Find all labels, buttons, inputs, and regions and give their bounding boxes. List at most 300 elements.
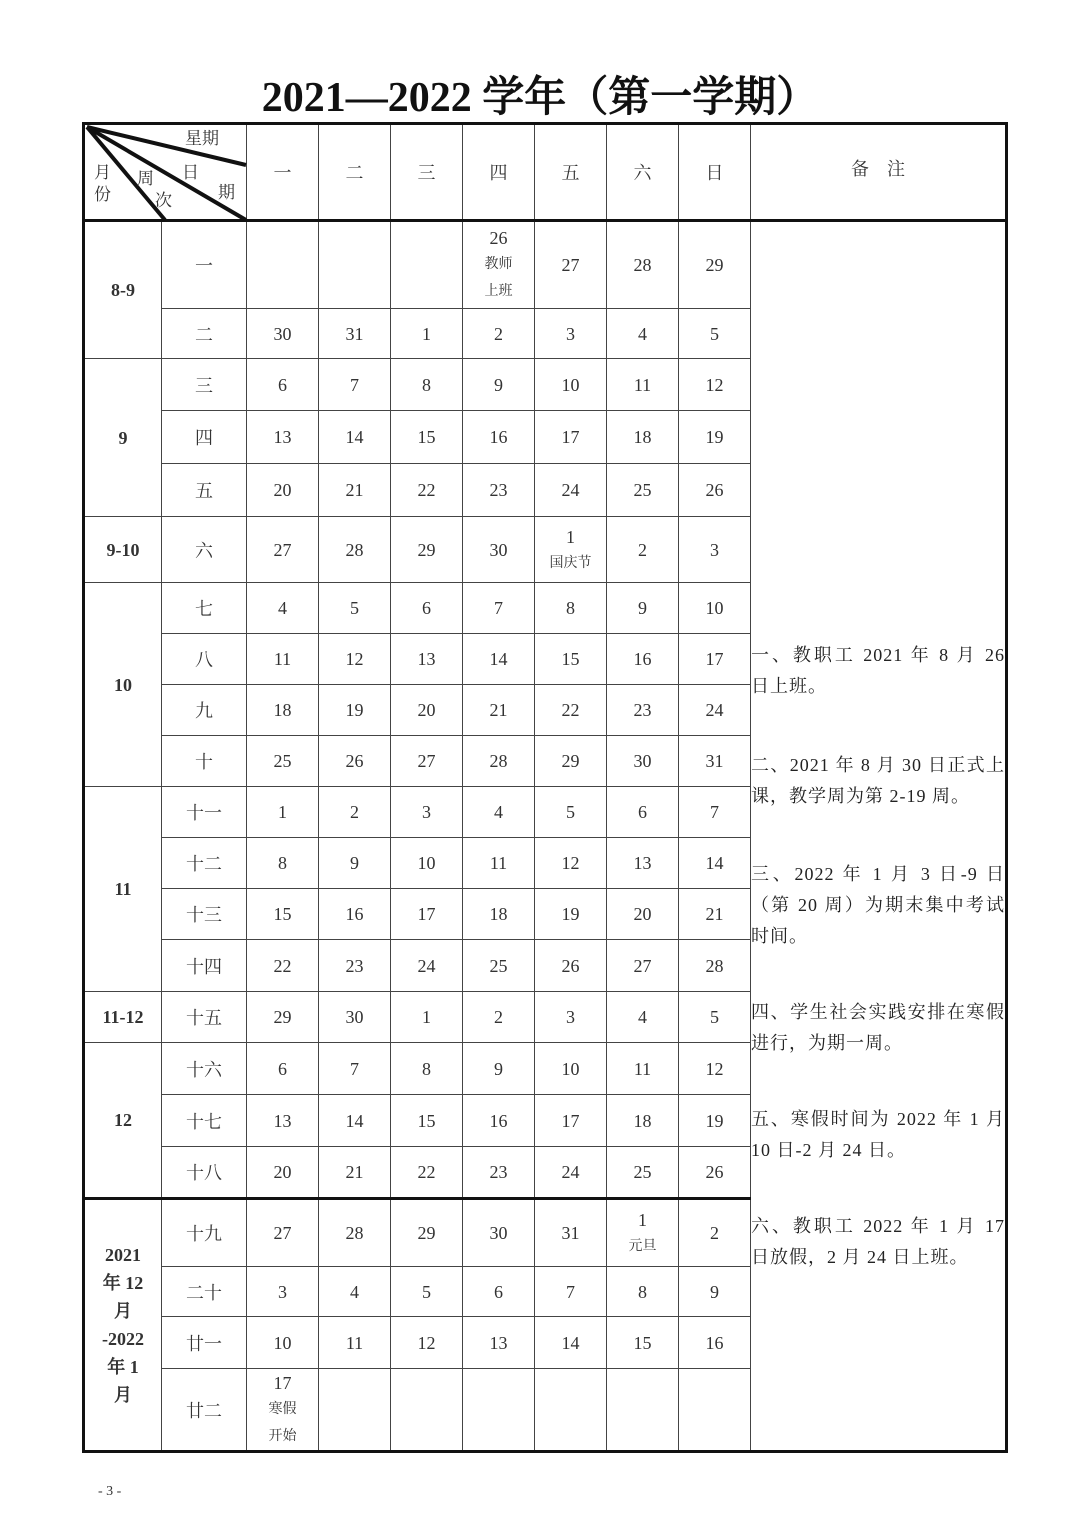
day-cell xyxy=(391,838,463,889)
day-number: 10 xyxy=(417,853,436,873)
day-number: 2 xyxy=(494,323,503,344)
day-cell xyxy=(391,685,463,736)
day-cell xyxy=(679,889,751,940)
day-cell xyxy=(607,940,679,992)
day-cell xyxy=(463,838,535,889)
day-cell xyxy=(319,309,391,359)
day-number: 6 xyxy=(494,1281,503,1302)
day-number: 29 xyxy=(417,1223,436,1243)
day-number: 6 xyxy=(278,374,287,395)
day-number: 28 xyxy=(345,539,364,560)
day-cell xyxy=(535,1147,607,1199)
day-cell xyxy=(535,221,607,309)
day-cell xyxy=(679,1043,751,1095)
day-number: 31 xyxy=(561,1223,580,1243)
day-number: 7 xyxy=(566,1281,575,1302)
day-number: 9 xyxy=(494,374,503,395)
corner-week-label: 周 xyxy=(137,169,154,189)
day-number: 3 xyxy=(566,323,575,344)
remark-item: 四、学生社会实践安排在寒假进行，为期一周。 xyxy=(751,1001,1005,1053)
day-cell xyxy=(319,992,391,1043)
day-cell xyxy=(319,1369,391,1452)
day-cell xyxy=(463,359,535,411)
day-number: 10 xyxy=(705,598,724,618)
day-number: 9 xyxy=(638,598,647,618)
day-number: 26 xyxy=(705,1162,724,1182)
day-number: 27 xyxy=(561,255,580,275)
day-number: 24 xyxy=(561,480,580,500)
day-number: 16 xyxy=(489,427,508,447)
day-number: 30 xyxy=(633,751,652,771)
day-number: 12 xyxy=(705,374,724,395)
day-number: 17 xyxy=(273,1372,292,1393)
day-cell xyxy=(463,1317,535,1369)
weekday-header: 五 xyxy=(535,124,607,221)
day-number: 17 xyxy=(417,904,436,924)
week-number-cell: 五 xyxy=(162,464,247,517)
day-number: 16 xyxy=(705,1332,724,1353)
day-cell xyxy=(247,1369,319,1452)
day-cell xyxy=(679,464,751,517)
day-number: 6 xyxy=(422,598,431,618)
day-cell xyxy=(319,787,391,838)
day-number: 11 xyxy=(489,853,508,873)
day-cell xyxy=(319,1317,391,1369)
day-cell xyxy=(247,838,319,889)
day-cell xyxy=(679,787,751,838)
day-number: 14 xyxy=(345,1110,364,1131)
day-cell xyxy=(391,1267,463,1317)
day-cell xyxy=(607,1147,679,1199)
day-number: 15 xyxy=(417,1110,436,1131)
corner-weekday-label: 星期 xyxy=(185,129,219,149)
day-number: 10 xyxy=(561,374,580,395)
day-number: 20 xyxy=(273,1162,292,1182)
day-number: 18 xyxy=(633,1110,652,1131)
day-cell xyxy=(535,1043,607,1095)
day-cell xyxy=(535,1095,607,1147)
day-number: 22 xyxy=(561,700,580,720)
day-cell xyxy=(247,736,319,787)
day-number: 23 xyxy=(489,1162,508,1182)
day-number: 30 xyxy=(489,539,508,560)
weekday-header: 六 xyxy=(607,124,679,221)
day-cell xyxy=(319,634,391,685)
weekday-header: 三 xyxy=(391,124,463,221)
day-cell xyxy=(679,1369,751,1452)
day-number: 1 xyxy=(278,802,287,822)
day-number: 2 xyxy=(350,802,359,822)
day-number: 22 xyxy=(417,480,436,500)
day-cell xyxy=(247,1267,319,1317)
day-number: 8 xyxy=(638,1281,647,1302)
month-cell: 9 xyxy=(84,359,162,517)
day-cell xyxy=(319,221,391,309)
day-cell xyxy=(463,1043,535,1095)
day-number: 11 xyxy=(345,1332,364,1353)
day-number: 10 xyxy=(561,1058,580,1079)
day-number: 29 xyxy=(417,539,436,560)
day-cell xyxy=(463,736,535,787)
day-cell xyxy=(391,517,463,583)
day-number: 11 xyxy=(273,649,292,669)
day-cell xyxy=(391,221,463,309)
day-number: 4 xyxy=(278,598,287,618)
day-number: 15 xyxy=(273,904,292,924)
day-cell xyxy=(391,309,463,359)
day-cell xyxy=(607,464,679,517)
remark-item: 五、寒假时间为 2022 年 1 月 10 日-2 月 24 日。 xyxy=(751,1108,1005,1160)
calendar-table xyxy=(82,122,1008,1453)
day-cell xyxy=(535,517,607,583)
day-number: 3 xyxy=(422,802,431,822)
day-cell xyxy=(247,221,319,309)
day-cell xyxy=(463,787,535,838)
day-number: 15 xyxy=(561,649,580,669)
day-number: 31 xyxy=(345,323,364,344)
day-cell xyxy=(535,838,607,889)
day-number: 16 xyxy=(489,1110,508,1131)
day-cell xyxy=(319,1267,391,1317)
remarks-cell xyxy=(751,221,1007,1452)
day-number: 4 xyxy=(638,323,647,344)
day-cell xyxy=(535,889,607,940)
day-cell xyxy=(391,464,463,517)
day-number: 6 xyxy=(278,1058,287,1079)
weekday-header: 日 xyxy=(679,124,751,221)
day-number: 26 xyxy=(705,480,724,500)
day-number: 28 xyxy=(633,255,652,275)
day-cell xyxy=(679,1317,751,1369)
day-number: 16 xyxy=(633,649,652,669)
day-number: 13 xyxy=(273,427,292,447)
day-number: 3 xyxy=(566,1007,575,1027)
day-number: 21 xyxy=(489,700,508,720)
day-cell xyxy=(463,1267,535,1317)
day-cell xyxy=(463,940,535,992)
day-number: 7 xyxy=(350,374,359,395)
corner-period-label: 期 xyxy=(218,183,235,203)
day-cell xyxy=(607,1095,679,1147)
day-cell xyxy=(679,634,751,685)
day-cell xyxy=(463,1147,535,1199)
day-cell xyxy=(607,787,679,838)
day-cell xyxy=(679,1199,751,1267)
corner-day-label: 日 xyxy=(182,163,199,183)
day-cell xyxy=(535,940,607,992)
week-number-cell: 十二 xyxy=(162,838,247,889)
day-cell xyxy=(463,1369,535,1452)
day-cell xyxy=(319,889,391,940)
day-cell xyxy=(607,1199,679,1267)
day-cell xyxy=(463,309,535,359)
day-number: 30 xyxy=(345,1007,364,1027)
day-cell xyxy=(607,1317,679,1369)
day-cell xyxy=(319,685,391,736)
day-number: 14 xyxy=(489,649,508,669)
day-cell xyxy=(607,685,679,736)
day-number: 28 xyxy=(489,751,508,771)
day-cell xyxy=(607,221,679,309)
day-cell xyxy=(607,736,679,787)
day-cell xyxy=(535,685,607,736)
day-cell xyxy=(391,634,463,685)
week-number-cell: 廿二 xyxy=(162,1369,247,1452)
day-number: 12 xyxy=(345,649,364,669)
day-number: 27 xyxy=(273,1223,292,1243)
day-cell xyxy=(247,685,319,736)
day-cell xyxy=(463,464,535,517)
day-number: 7 xyxy=(350,1058,359,1079)
day-cell xyxy=(247,464,319,517)
day-number: 18 xyxy=(633,427,652,447)
day-number: 6 xyxy=(638,802,647,822)
day-number: 10 xyxy=(273,1332,292,1353)
day-cell xyxy=(679,411,751,464)
day-cell xyxy=(535,309,607,359)
day-cell xyxy=(535,1369,607,1452)
day-number: 26 xyxy=(489,228,508,248)
day-note: 元旦 xyxy=(628,1238,657,1254)
day-cell xyxy=(247,787,319,838)
day-cell xyxy=(319,940,391,992)
day-number: 26 xyxy=(345,751,364,771)
week-number-cell: 廿一 xyxy=(162,1317,247,1369)
day-number: 26 xyxy=(561,955,580,976)
day-number: 27 xyxy=(273,539,292,560)
day-cell xyxy=(607,309,679,359)
day-cell xyxy=(535,464,607,517)
day-cell xyxy=(391,359,463,411)
day-number: 18 xyxy=(273,700,292,720)
day-cell xyxy=(319,517,391,583)
day-cell xyxy=(607,1369,679,1452)
day-number: 11 xyxy=(633,374,652,395)
day-cell xyxy=(319,1043,391,1095)
day-number: 7 xyxy=(494,598,503,618)
day-number: 1 xyxy=(422,323,431,344)
day-cell xyxy=(247,992,319,1043)
day-cell xyxy=(535,736,607,787)
day-cell xyxy=(679,1267,751,1317)
day-number: 21 xyxy=(705,904,724,924)
day-cell xyxy=(247,517,319,583)
day-number: 24 xyxy=(561,1162,580,1182)
day-number: 25 xyxy=(273,751,292,771)
week-number-cell: 十四 xyxy=(162,940,247,992)
day-number: 9 xyxy=(494,1058,503,1079)
day-number: 28 xyxy=(705,955,724,976)
day-number: 2 xyxy=(710,1223,719,1243)
day-cell xyxy=(247,1317,319,1369)
day-cell xyxy=(391,889,463,940)
month-cell: 12 xyxy=(84,1043,162,1199)
day-cell xyxy=(679,517,751,583)
day-number: 19 xyxy=(561,904,580,924)
day-number: 30 xyxy=(489,1223,508,1243)
day-cell xyxy=(391,1043,463,1095)
day-number: 4 xyxy=(638,1007,647,1027)
day-number: 25 xyxy=(633,480,652,500)
day-number: 11 xyxy=(633,1058,652,1079)
day-number: 20 xyxy=(273,480,292,500)
day-cell xyxy=(535,992,607,1043)
day-number: 5 xyxy=(422,1281,431,1302)
day-number: 25 xyxy=(489,955,508,976)
day-cell xyxy=(391,736,463,787)
day-cell xyxy=(463,1095,535,1147)
day-cell xyxy=(607,1267,679,1317)
corner-week2-label: 次 xyxy=(155,191,172,211)
week-number-cell: 三 xyxy=(162,359,247,411)
day-cell xyxy=(319,411,391,464)
day-cell xyxy=(247,940,319,992)
day-cell xyxy=(247,359,319,411)
corner-month-label: 月 xyxy=(94,163,111,183)
day-number: 23 xyxy=(489,480,508,500)
day-cell xyxy=(247,634,319,685)
day-number: 5 xyxy=(350,598,359,618)
day-cell xyxy=(679,736,751,787)
weekday-header: 四 xyxy=(463,124,535,221)
day-cell xyxy=(463,992,535,1043)
day-number: 13 xyxy=(417,649,436,669)
month-cell: 9-10 xyxy=(84,517,162,583)
day-cell xyxy=(607,634,679,685)
day-cell xyxy=(535,359,607,411)
day-cell xyxy=(391,940,463,992)
header-row xyxy=(84,124,1007,221)
week-number-cell: 八 xyxy=(162,634,247,685)
week-number-cell: 十六 xyxy=(162,1043,247,1095)
day-cell xyxy=(247,1043,319,1095)
day-number: 5 xyxy=(710,323,719,344)
day-cell xyxy=(679,992,751,1043)
day-cell xyxy=(391,1199,463,1267)
day-number: 9 xyxy=(350,853,359,873)
day-number: 21 xyxy=(345,1162,364,1182)
day-cell xyxy=(607,889,679,940)
month-cell: 8-9 xyxy=(84,221,162,359)
week-number-cell: 九 xyxy=(162,685,247,736)
diagonal-header-cell xyxy=(84,124,247,221)
day-cell xyxy=(463,634,535,685)
day-number: 5 xyxy=(710,1007,719,1027)
day-cell xyxy=(607,359,679,411)
corner-month2-label: 份 xyxy=(94,185,111,205)
day-cell xyxy=(679,583,751,634)
day-cell xyxy=(463,1199,535,1267)
day-cell xyxy=(391,583,463,634)
day-cell xyxy=(679,1147,751,1199)
day-cell xyxy=(319,736,391,787)
day-cell xyxy=(319,1095,391,1147)
day-cell xyxy=(319,583,391,634)
week-number-cell: 七 xyxy=(162,583,247,634)
day-cell xyxy=(247,1095,319,1147)
week-number-cell: 十九 xyxy=(162,1199,247,1267)
week-number-cell: 二 xyxy=(162,309,247,359)
day-cell xyxy=(535,1317,607,1369)
day-number: 19 xyxy=(705,1110,724,1131)
month-cell: 11 xyxy=(84,787,162,992)
day-cell xyxy=(607,411,679,464)
day-number: 27 xyxy=(633,955,652,976)
day-cell xyxy=(319,464,391,517)
day-cell xyxy=(319,838,391,889)
day-note: 国庆节 xyxy=(549,554,592,571)
month-cell: 2021 年 12 月 -2022 年 1 月 xyxy=(84,1199,162,1452)
day-cell xyxy=(391,1317,463,1369)
day-number: 20 xyxy=(417,700,436,720)
day-number: 14 xyxy=(345,427,364,447)
day-number: 21 xyxy=(345,480,364,500)
day-number: 4 xyxy=(494,802,503,822)
day-number: 25 xyxy=(633,1162,652,1182)
day-cell xyxy=(463,411,535,464)
day-number: 8 xyxy=(422,374,431,395)
day-number: 19 xyxy=(345,700,364,720)
day-cell xyxy=(679,359,751,411)
week-row xyxy=(84,221,1007,309)
day-cell xyxy=(679,838,751,889)
remarks-header: 备 注 xyxy=(751,124,1007,221)
day-cell xyxy=(247,1199,319,1267)
day-number: 29 xyxy=(561,751,580,771)
week-number-cell: 四 xyxy=(162,411,247,464)
day-number: 20 xyxy=(633,904,652,924)
day-note: 寒假开始 xyxy=(268,1400,297,1444)
day-number: 27 xyxy=(417,751,436,771)
day-cell xyxy=(391,411,463,464)
week-number-cell: 一 xyxy=(162,221,247,309)
day-cell xyxy=(319,359,391,411)
day-cell xyxy=(607,1043,679,1095)
day-number: 1 xyxy=(422,1007,431,1027)
month-cell: 10 xyxy=(84,583,162,787)
day-cell xyxy=(391,1147,463,1199)
day-number: 17 xyxy=(561,1110,580,1131)
day-cell xyxy=(535,1199,607,1267)
day-number: 17 xyxy=(561,427,580,447)
day-cell xyxy=(535,1267,607,1317)
day-cell xyxy=(319,1147,391,1199)
week-number-cell: 六 xyxy=(162,517,247,583)
remark-item: 一、教职工 2021 年 8 月 26 日上班。 xyxy=(751,644,1005,696)
day-number: 1 xyxy=(566,526,575,547)
week-number-cell: 十七 xyxy=(162,1095,247,1147)
day-number: 12 xyxy=(561,853,580,873)
day-number: 19 xyxy=(705,427,724,447)
day-number: 15 xyxy=(633,1332,652,1353)
day-number: 13 xyxy=(273,1110,292,1131)
day-number: 17 xyxy=(705,649,724,669)
day-cell xyxy=(679,685,751,736)
day-cell xyxy=(319,1199,391,1267)
week-number-cell: 十一 xyxy=(162,787,247,838)
day-number: 8 xyxy=(422,1058,431,1079)
day-number: 30 xyxy=(273,323,292,344)
day-number: 28 xyxy=(345,1223,364,1243)
day-cell xyxy=(607,583,679,634)
day-cell xyxy=(535,634,607,685)
day-number: 12 xyxy=(705,1058,724,1079)
weekday-header: 二 xyxy=(319,124,391,221)
day-number: 14 xyxy=(561,1332,580,1353)
day-cell xyxy=(391,992,463,1043)
day-cell xyxy=(679,221,751,309)
page-number: - 3 - xyxy=(98,1484,122,1499)
